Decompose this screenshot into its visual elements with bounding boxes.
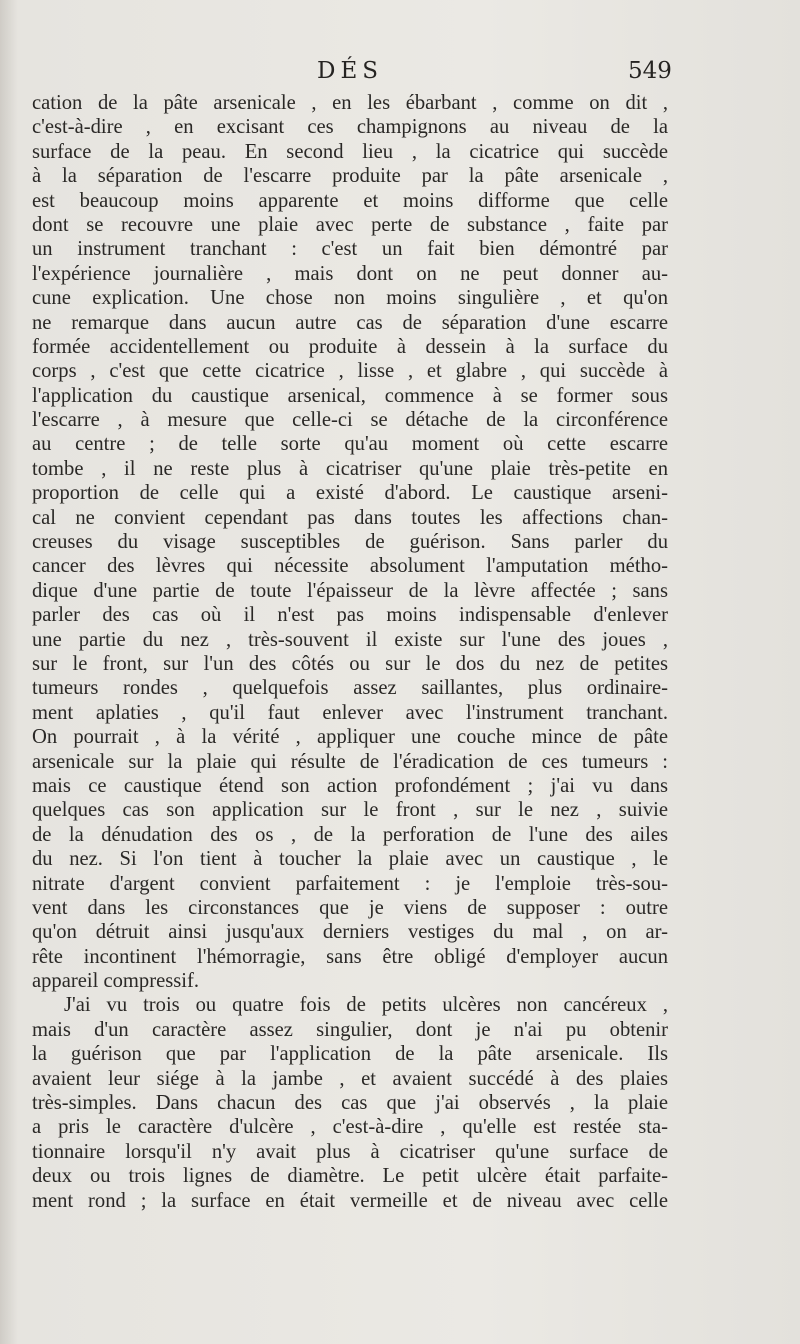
text-line: un instrument tranchant : c'est un fait bien démontré par [32, 238, 668, 261]
text-line: cune explication. Une chose non moins singulière , et qu'on [32, 287, 668, 310]
text-line: cation de la pâte arsenicale , en les ébarbant , comme on dit , [32, 92, 668, 114]
text-line: nitrate d'argent convient parfaitement : je l'emploie très-sou- [32, 872, 668, 895]
text-line: l'escarre , à mesure que celle-ci se détache de la circonférence [32, 409, 668, 432]
text-line: quelques cas son application sur le front , sur le nez , suivie [32, 799, 668, 822]
text-line: deux ou trois lignes de diamètre. Le petit ulcère était parfaite- [32, 1165, 668, 1188]
text-line: proportion de celle qui a existé d'abord. Le caustique arseni- [32, 482, 668, 505]
text-line: mais ce caustique étend son action profondément ; j'ai vu dans [32, 774, 668, 797]
text-line: ne remarque dans aucun autre cas de séparation d'une escarre [32, 311, 668, 334]
text-line: parler des cas où il n'est pas moins indispensable d'enlever [32, 604, 668, 627]
text-line: tombe , il ne reste plus à cicatriser qu'une plaie très-petite en [32, 457, 668, 480]
text-line: de la dénudation des os , de la perforation de l'une des ailes [32, 823, 668, 846]
text-line: corps , c'est que cette cicatrice , lisse , et glabre , qui succède à [32, 360, 668, 383]
page-number: 549 [628, 58, 672, 84]
text-line: J'ai vu trois ou quatre fois de petits ulcères non cancéreux , [64, 994, 668, 1017]
text-line: cancer des lèvres qui nécessite absolument l'amputation métho- [32, 555, 668, 578]
text-line: surface de la peau. En second lieu , la cicatrice qui succède [32, 140, 668, 163]
text-line: cal ne convient cependant pas dans toutes les affections chan- [32, 506, 668, 529]
text-line: ment rond ; la surface en était vermeille et de niveau avec celle [32, 1189, 668, 1212]
text-line: au centre ; de telle sorte qu'au moment où cette escarre [32, 433, 668, 456]
page-header [0, 56, 800, 92]
text-line: tionnaire lorsqu'il n'y avait plus à cicatriser qu'une surface de [32, 1140, 668, 1163]
text-line: dique d'une partie de toute l'épaisseur de la lèvre affectée ; sans [32, 579, 668, 602]
text-line: avaient leur siége à la jambe , et avaient succédé à des plaies [32, 1067, 668, 1090]
text-line: l'expérience journalière , mais dont on ne peut donner au- [32, 262, 668, 285]
text-line: formée accidentellement ou produite à dessein à la surface du [32, 335, 668, 358]
text-line: qu'on détruit ainsi jusqu'aux derniers vestiges du mal , on ar- [32, 921, 668, 944]
text-line: On pourrait , à la vérité , appliquer une couche mince de pâte [32, 726, 668, 749]
text-line: mais d'un caractère assez singulier, dont je n'ai pu obtenir [32, 1018, 668, 1041]
text-line: rête incontinent l'hémorragie, sans être obligé d'employer aucun [32, 945, 668, 968]
text-line: tumeurs rondes , quelquefois assez saillantes, plus ordinaire- [32, 677, 668, 700]
text-line: une partie du nez , très-souvent il existe sur l'une des joues , [32, 628, 668, 651]
text-line: dont se recouvre une plaie avec perte de substance , faite par [32, 213, 668, 236]
text-line: du nez. Si l'on tient à toucher la plaie avec un caustique , le [32, 848, 668, 871]
text-line: c'est-à-dire , en excisant ces champignons au niveau de la [32, 116, 668, 139]
text-line: à la séparation de l'escarre produite par la pâte arsenicale , [32, 165, 668, 188]
text-line: l'application du caustique arsenical, commence à se former sous [32, 384, 668, 407]
text-line: très-simples. Dans chacun des cas que j'ai observés , la plaie [32, 1092, 668, 1115]
text-line: sur le front, sur l'un des côtés ou sur le dos du nez de petites [32, 652, 668, 675]
text-line: arsenicale sur la plaie qui résulte de l'éradication de ces tumeurs : [32, 750, 668, 773]
text-line: appareil compressif. [32, 970, 199, 993]
text-line: a pris le caractère d'ulcère , c'est-à-dire , qu'elle est restée sta- [32, 1116, 668, 1139]
text-line: creuses du visage susceptibles de guérison. Sans parler du [32, 531, 668, 554]
text-line: la guérison que par l'application de la pâte arsenicale. Ils [32, 1043, 668, 1066]
text-line: ment aplaties , qu'il faut enlever avec l'instrument tranchant. [32, 701, 668, 724]
running-head: DÉS [317, 58, 383, 84]
text-line: vent dans les circonstances que je viens de supposer : outre [32, 896, 668, 919]
page-body-text [32, 91, 668, 1213]
text-line: est beaucoup moins apparente et moins difforme que celle [32, 189, 668, 212]
